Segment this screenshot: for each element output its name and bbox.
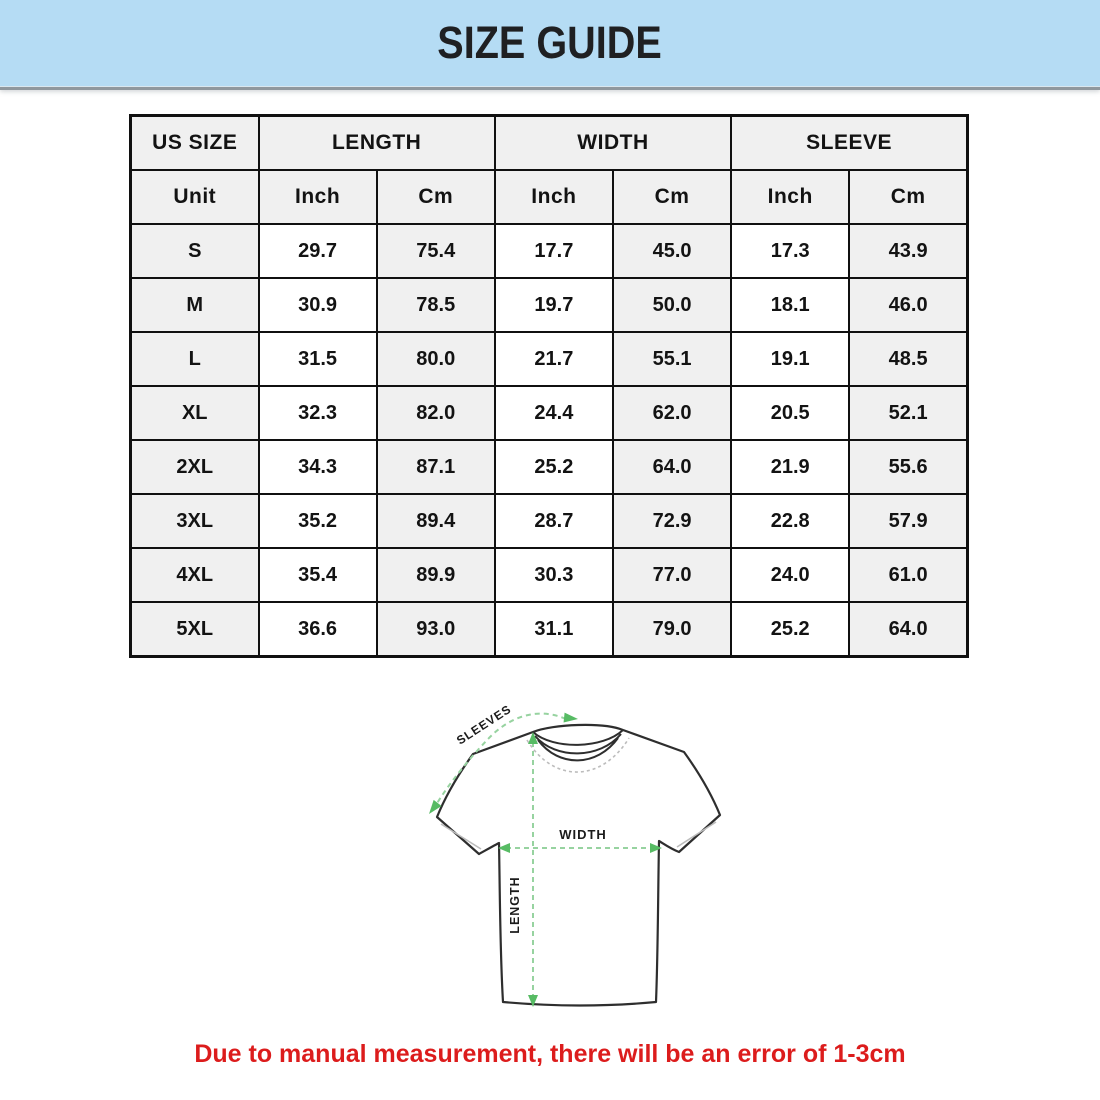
page-title: SIZE GUIDE — [437, 17, 663, 68]
width-inch-header: Inch — [495, 170, 613, 224]
cell-value: 75.4 — [377, 224, 495, 278]
cell-value: 52.1 — [849, 386, 967, 440]
sleeve-cm-header: Cm — [849, 170, 967, 224]
tshirt-svg — [398, 692, 743, 1027]
cell-value: 55.6 — [849, 440, 967, 494]
cell-value: 32.3 — [259, 386, 377, 440]
cell-value: 35.4 — [259, 548, 377, 602]
col-header-width: WIDTH — [495, 116, 731, 171]
cell-value: 31.5 — [259, 332, 377, 386]
cell-value: 19.1 — [731, 332, 849, 386]
cell-value: 22.8 — [731, 494, 849, 548]
col-header-length: LENGTH — [259, 116, 495, 171]
sleeve-arrow-right-icon — [564, 713, 579, 724]
cell-value: 17.7 — [495, 224, 613, 278]
table-row-s — [131, 224, 968, 278]
cell-value: 28.7 — [495, 494, 613, 548]
table-unit-row — [131, 170, 968, 224]
cell-value: 89.4 — [377, 494, 495, 548]
width-cm-header: Cm — [613, 170, 731, 224]
size-label: 5XL — [131, 602, 259, 657]
size-label: S — [131, 224, 259, 278]
cell-value: 18.1 — [731, 278, 849, 332]
cell-value: 19.7 — [495, 278, 613, 332]
table-row-m — [131, 278, 968, 332]
cell-value: 77.0 — [613, 548, 731, 602]
cell-value: 24.0 — [731, 548, 849, 602]
cell-value: 30.3 — [495, 548, 613, 602]
cell-value: 62.0 — [613, 386, 731, 440]
size-label: 3XL — [131, 494, 259, 548]
unit-header: Unit — [131, 170, 259, 224]
col-header-sleeve: SLEEVE — [731, 116, 967, 171]
size-label: 4XL — [131, 548, 259, 602]
cell-value: 43.9 — [849, 224, 967, 278]
sleeve-inch-header: Inch — [731, 170, 849, 224]
cell-value: 89.9 — [377, 548, 495, 602]
size-table — [129, 114, 969, 658]
cell-value: 29.7 — [259, 224, 377, 278]
col-header-us-size: US SIZE — [131, 116, 259, 171]
tshirt-outline — [437, 725, 720, 1006]
sleeve-label: SLEEVES — [454, 701, 514, 748]
cell-value: 46.0 — [849, 278, 967, 332]
cell-value: 45.0 — [613, 224, 731, 278]
table-row-xl — [131, 386, 968, 440]
cell-value: 20.5 — [731, 386, 849, 440]
table-group-header-row — [131, 116, 968, 171]
tshirt-diagram — [398, 692, 743, 1027]
size-label: 2XL — [131, 440, 259, 494]
cell-value: 36.6 — [259, 602, 377, 657]
footnote-text: Due to manual measurement, there will be an error of 1-3cm — [194, 1040, 906, 1068]
cell-value: 48.5 — [849, 332, 967, 386]
cell-value: 17.3 — [731, 224, 849, 278]
cell-value: 21.9 — [731, 440, 849, 494]
header-band — [0, 0, 1100, 87]
cell-value: 34.3 — [259, 440, 377, 494]
table-row-3xl — [131, 494, 968, 548]
cell-value: 64.0 — [613, 440, 731, 494]
length-cm-header: Cm — [377, 170, 495, 224]
cell-value: 31.1 — [495, 602, 613, 657]
cell-value: 21.7 — [495, 332, 613, 386]
cell-value: 64.0 — [849, 602, 967, 657]
cell-value: 25.2 — [731, 602, 849, 657]
cell-value: 55.1 — [613, 332, 731, 386]
cell-value: 87.1 — [377, 440, 495, 494]
table-row-4xl — [131, 548, 968, 602]
length-label: LENGTH — [508, 876, 522, 934]
table-row-l — [131, 332, 968, 386]
size-label: XL — [131, 386, 259, 440]
size-label: M — [131, 278, 259, 332]
width-label: WIDTH — [559, 827, 607, 842]
cell-value: 82.0 — [377, 386, 495, 440]
table-row-5xl — [131, 602, 968, 657]
cell-value: 25.2 — [495, 440, 613, 494]
cell-value: 30.9 — [259, 278, 377, 332]
cell-value: 35.2 — [259, 494, 377, 548]
cell-value: 93.0 — [377, 602, 495, 657]
cell-value: 24.4 — [495, 386, 613, 440]
cell-value: 61.0 — [849, 548, 967, 602]
table-row-2xl — [131, 440, 968, 494]
size-label: L — [131, 332, 259, 386]
cell-value: 80.0 — [377, 332, 495, 386]
cell-value: 79.0 — [613, 602, 731, 657]
cell-value: 50.0 — [613, 278, 731, 332]
length-inch-header: Inch — [259, 170, 377, 224]
cell-value: 57.9 — [849, 494, 967, 548]
cell-value: 72.9 — [613, 494, 731, 548]
cell-value: 78.5 — [377, 278, 495, 332]
